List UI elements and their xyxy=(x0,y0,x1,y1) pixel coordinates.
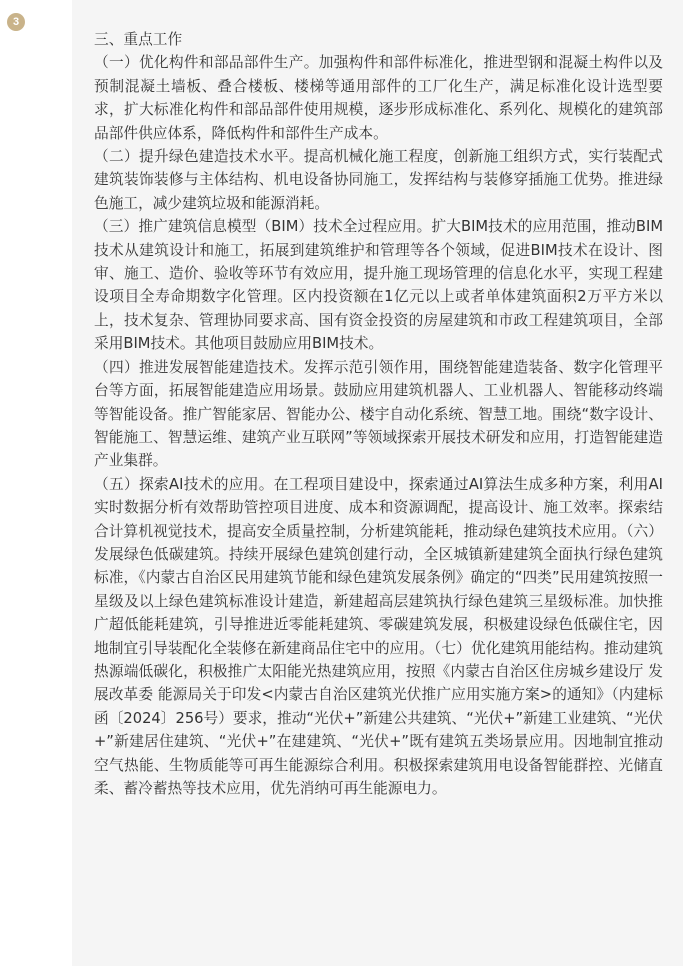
paragraph-2: （二）提升绿色建造技术水平。提高机械化施工程度，创新施工组织方式，实行装配式建筑装饰装修与主体结构、机电设备协同施工，发挥结构与装修穿插施工优势。推进绿色施工，减少建筑垃圾和能源消耗。 xyxy=(94,148,663,212)
paragraph-3: （三）推广建筑信息模型（BIM）技术全过程应用。扩大BIM技术的应用范围，推动BIM技术从建筑设计和施工，拓展到建筑维护和管理等各个领域，促进BIM技术在设计、图审、施工、造价、验收等环节有效应用，提升施工现场管理的信息化水平，实现工程建设项目全寿命期数字化管理。区内投资额在1亿元以上或者单体建筑面积2万平方米以上，技术复杂、管理协同要求高、国有资金投资的房屋建筑和市政工程建筑项目，全部采用BIM技术。其他项目鼓励应用BIM技术。 xyxy=(94,218,663,353)
section-heading: 三、重点工作 xyxy=(94,31,183,48)
section-number-badge: 3 xyxy=(7,13,25,31)
paragraph-5: （五）探索AI技术的应用。在工程项目建设中，探索通过AI算法生成多种方案，利用AI实时数据分析有效帮助管控项目进度、成本和资源调配，提高设计、施工效率。探索结合计算机视觉技术，提高安全质量控制，分析建筑能耗，推动绿色建筑技术应用。（六）发展绿色低碳建筑。持续开展绿色建筑创建行动，全区城镇新建建筑全面执行绿色建筑标准，《内蒙古自治区民用建筑节能和绿色建筑发展条例》确定的“四类”民用建筑按照一星级及以上绿色建筑标准设计建造，新建超高层建筑执行绿色建筑三星级标准。加快推广超低能耗建筑，引导推进近零能耗建筑、零碳建筑发展，积极建设绿色低碳住宅，因地制宜引导装配化全装修在新建商品住宅中的应用。（七）优化建筑用能结构。推动建筑热源端低碳化，积极推广太阳能光热建筑应用，按照《内蒙古自治区住房城乡建设厅 发展改革委 能源局关于印发<内蒙古自治区建筑光伏推广应用实施方案>的通知》（内建标函〔2024〕256号）要求，推动“光伏+”新建公共建筑、“光伏+”新建工业建筑、“光伏+”新建居住建筑、“光伏+”在建建筑、“光伏+”既有建筑五类场景应用。因地制宜推动空气热能、生物质能等可再生能源综合利用。积极探索建筑用电设备智能群控、光储直柔、蓄冷蓄热等技术应用，优先消纳可再生能源电力。 xyxy=(94,475,663,797)
article-text xyxy=(94,28,663,800)
paragraph-4: （四）推进发展智能建造技术。发挥示范引领作用，围绕智能建造装备、数字化管理平台等方面，拓展智能建造应用场景。鼓励应用建筑机器人、工业机器人、智能移动终端等智能设备。推广智能家居、智能办公、楼宇自动化系统、智慧工地。围绕“数字设计、智能施工、智慧运维、建筑产业互联网”等领域探索开展技术研发和应用，打造智能建造产业集群。 xyxy=(94,358,663,470)
paragraph-1: （一）优化构件和部品部件生产。加强构件和部件标准化，推进型钢和混凝土构件以及预制混凝土墙板、叠合楼板、楼梯等通用部件的工厂化生产，满足标准化设计选型要求，扩大标准化构件和部品部件使用规模，逐步形成标准化、系列化、规模化的建筑部品部件供应体系，降低构件和部件生产成本。 xyxy=(94,54,663,142)
quote-panel xyxy=(72,0,683,966)
